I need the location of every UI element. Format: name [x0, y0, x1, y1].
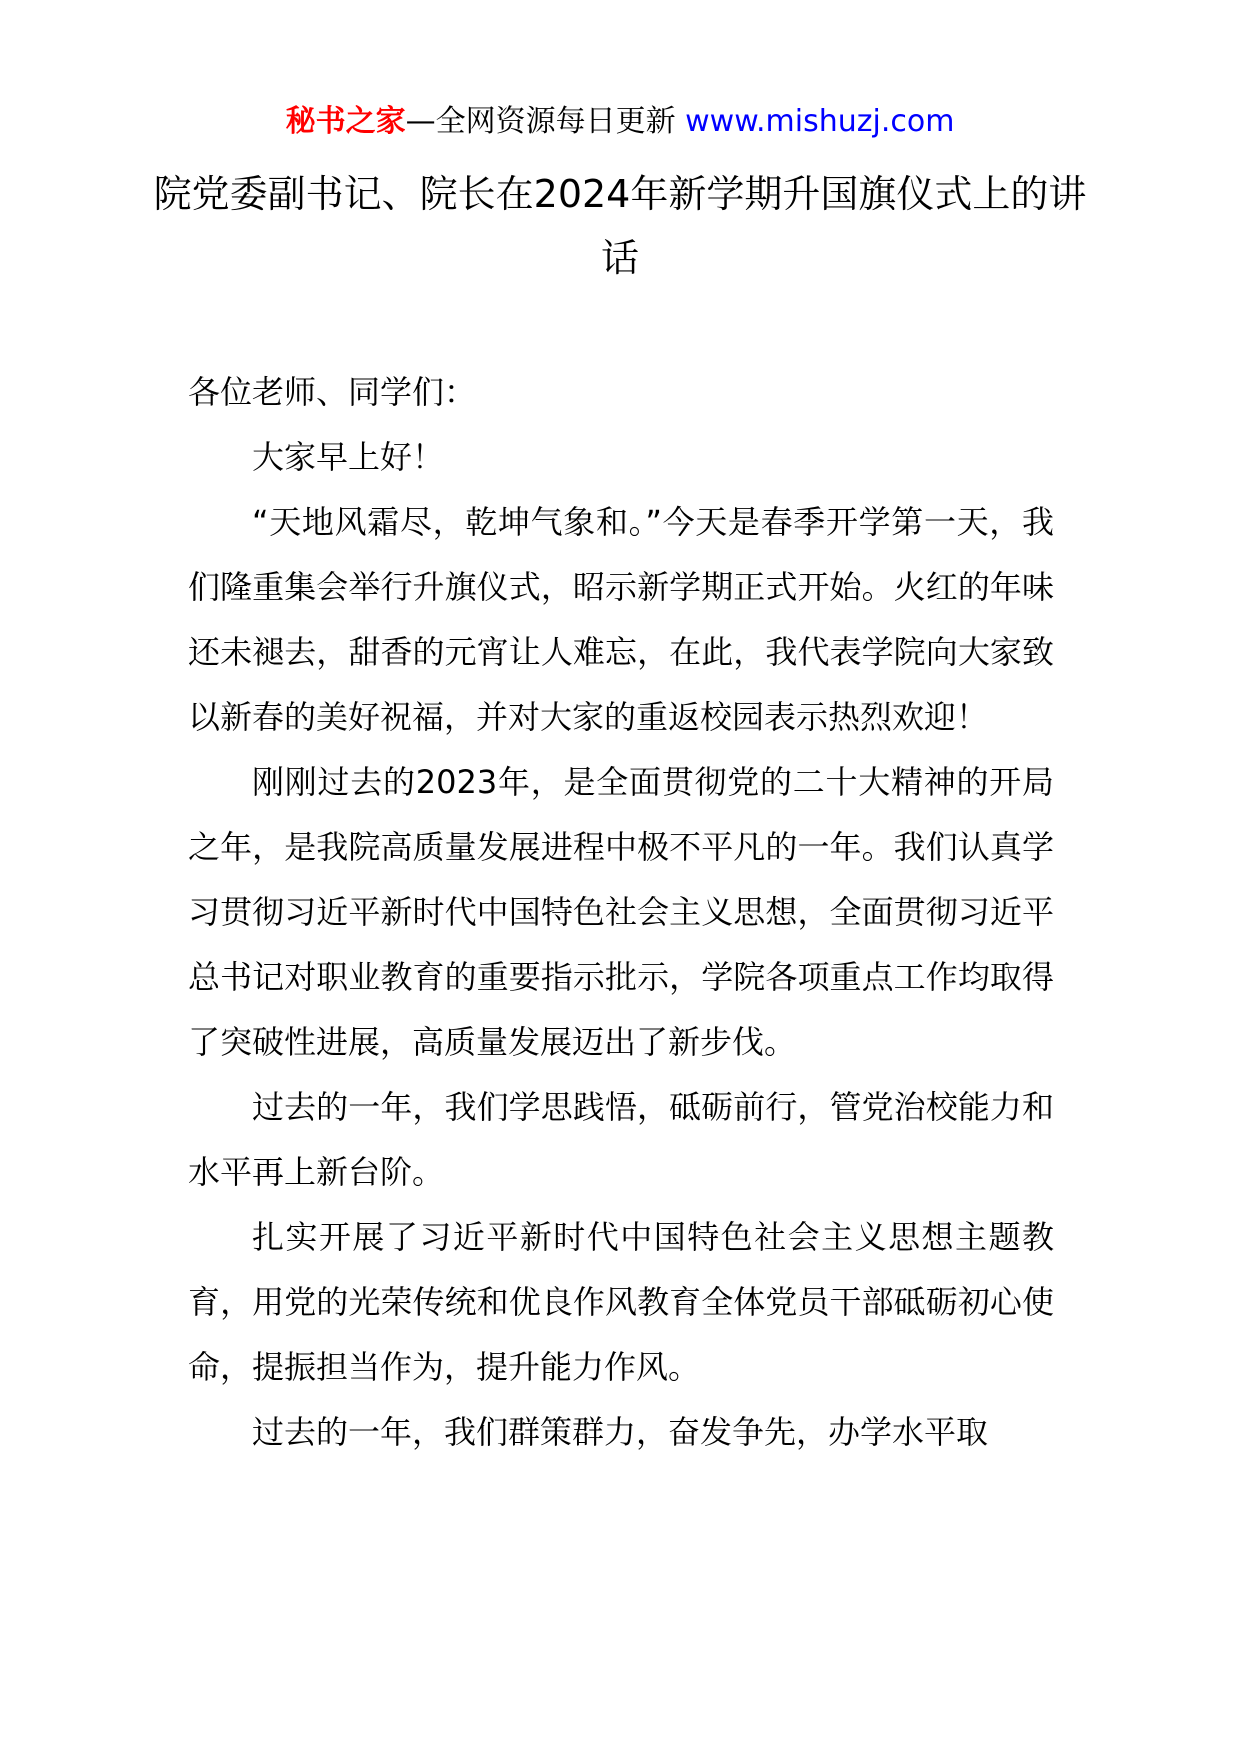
paragraph: 刚刚过去的2023年，是全面贯彻党的二十大精神的开局之年，是我院高质量发展进程中极不平凡的一年。我们认真学习贯彻习近平新时代中国特色社会主义思想，全面贯彻习近平总书记对职业教育的重要指示批示，学院各项重点工作均取得了突破性进展，高质量发展迈出了新步伐。 — [188, 763, 1054, 1061]
site-url-link[interactable]: www.mishuzj.com — [685, 104, 955, 139]
paragraph: “天地风霜尽，乾坤气象和。”今天是春季开学第一天，我们隆重集会举行升旗仪式，昭示新学期正式开始。火红的年味还未褪去，甜香的元宵让人难忘，在此，我代表学院向大家致以新春的美好祝福，并对大家的重返校园表示热烈欢迎！ — [188, 503, 1054, 736]
site-header — [0, 100, 1240, 144]
site-brand: 秘书之家 — [285, 104, 406, 139]
salutation: 各位老师、同学们： — [188, 373, 477, 411]
paragraph: 过去的一年，我们群策群力，奋发争先，办学水平取 — [252, 1413, 989, 1451]
site-tagline: —全网资源每日更新 — [405, 104, 686, 139]
paragraph: 大家早上好！ — [252, 438, 445, 476]
paragraph: 过去的一年，我们学思践悟，砥砺前行，管党治校能力和水平再上新台阶。 — [188, 1088, 1054, 1191]
document-body — [188, 360, 1054, 1465]
document-title: 院党委副书记、院长在2024年新学期升国旗仪式上的讲话 — [153, 172, 1087, 280]
paragraph: 扎实开展了习近平新时代中国特色社会主义思想主题教育，用党的光荣传统和优良作风教育全体党员干部砥砺初心使命，提振担当作为，提升能力作风。 — [188, 1218, 1054, 1386]
